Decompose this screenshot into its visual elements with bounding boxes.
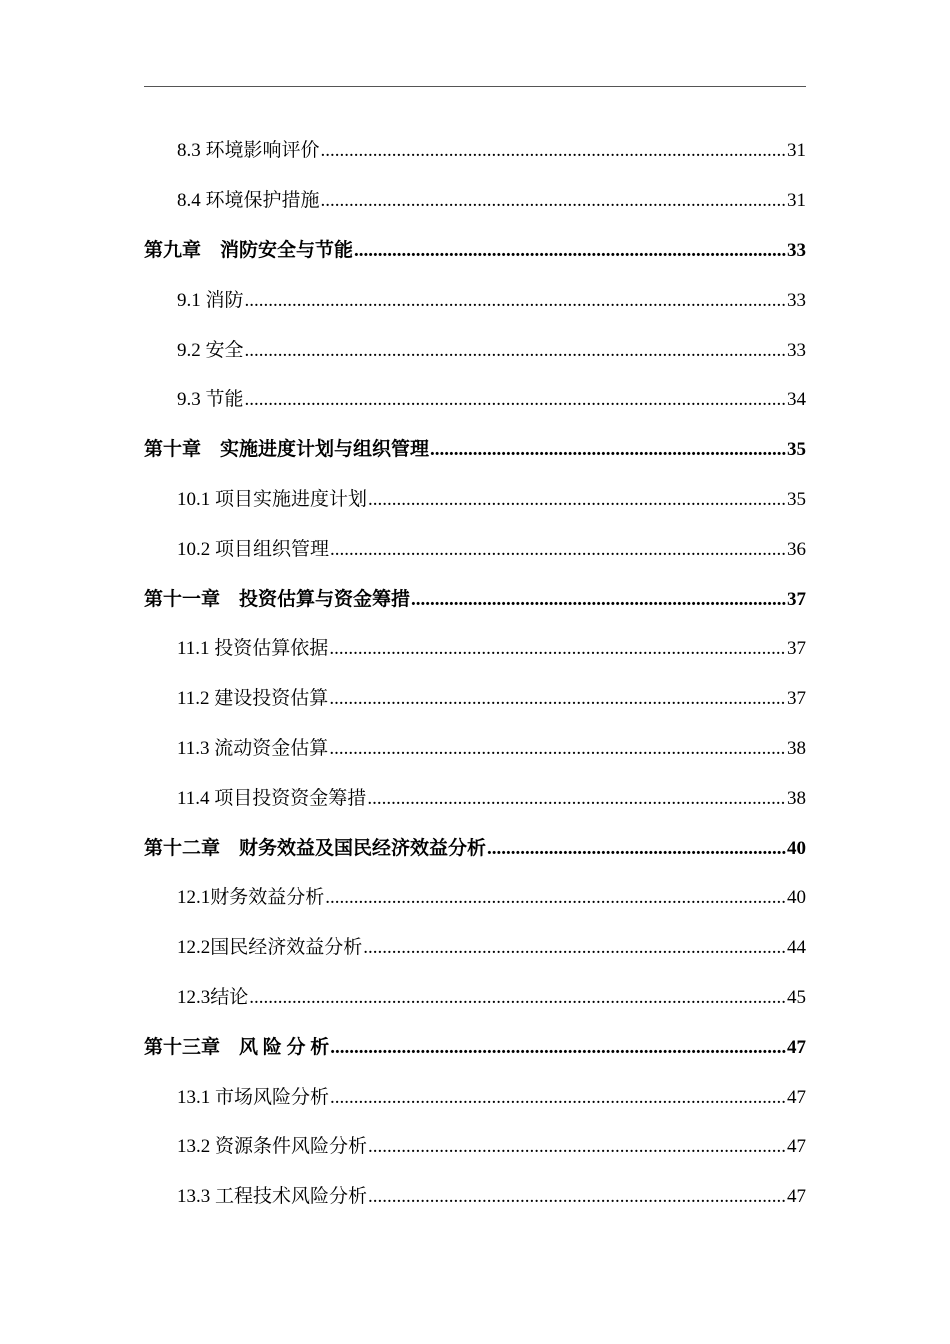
toc-chapter-13[interactable] [144, 1022, 806, 1072]
toc-entry-title: 投资估算依据 [214, 638, 329, 660]
toc-entry-number: 12.1 [177, 887, 211, 909]
toc-chapter-11[interactable] [144, 574, 806, 624]
toc-entry-10-1[interactable] [144, 475, 806, 525]
toc-entry-page: 38 [787, 737, 806, 759]
toc-entry-title: 国民经济效益分析 [210, 937, 363, 959]
toc-entry-11-4[interactable] [144, 773, 806, 823]
toc-entry-number: 9.3 [177, 389, 201, 411]
toc-entry-title: 环境保护措施 [205, 190, 320, 212]
toc-chapter-number: 第九章 [144, 239, 202, 261]
toc-entry-title: 财务效益分析 [210, 887, 325, 909]
toc-chapter-number: 第十章 [144, 439, 202, 461]
toc-entry-number: 8.3 [177, 140, 201, 162]
toc-leader-dots [330, 1088, 786, 1107]
toc-entry-title: 安全 [205, 339, 244, 361]
toc-entry-title: 工程技术风险分析 [215, 1186, 368, 1208]
toc-chapter-number: 第十二章 [144, 837, 221, 859]
toc-entry-number: 9.1 [177, 289, 201, 311]
toc-entry-title: 项目投资资金筹措 [214, 787, 367, 809]
toc-chapter-title: 风 险 分 析 [239, 1036, 330, 1058]
toc-chapter-12[interactable] [144, 823, 806, 873]
toc-entry-number: 11.1 [177, 638, 210, 660]
toc-chapter-page: 33 [787, 239, 806, 261]
toc-chapter-number: 第十三章 [144, 1036, 221, 1058]
toc-entry-page: 44 [787, 937, 806, 959]
toc-entry-page: 47 [787, 1186, 806, 1208]
toc-leader-dots [249, 988, 786, 1007]
toc-entry-number: 10.2 [177, 538, 211, 560]
toc-leader-dots [411, 590, 786, 609]
toc-entry-title: 市场风险分析 [215, 1086, 330, 1108]
toc-entry-title: 节能 [205, 389, 244, 411]
toc-entry-11-2[interactable] [144, 674, 806, 724]
toc-entry-page: 36 [787, 538, 806, 560]
toc-entry-title: 消防 [205, 289, 244, 311]
toc-entry-title: 流动资金估算 [214, 737, 329, 759]
toc-entry-13-3[interactable] [144, 1172, 806, 1222]
toc-leader-dots [368, 1137, 786, 1156]
toc-chapter-10[interactable] [144, 425, 806, 475]
toc-chapter-title: 消防安全与节能 [220, 239, 354, 261]
toc-leader-dots [430, 440, 786, 459]
toc-entry-8-3[interactable] [144, 126, 806, 176]
toc-leader-dots [321, 191, 786, 210]
toc-entry-number: 13.1 [177, 1086, 211, 1108]
toc-entry-12-1[interactable] [144, 873, 806, 923]
toc-entry-number: 11.4 [177, 787, 210, 809]
toc-entry-13-1[interactable] [144, 1072, 806, 1122]
toc-chapter-number: 第十一章 [144, 588, 221, 610]
toc-leader-dots [245, 341, 786, 360]
toc-entry-title: 建设投资估算 [214, 688, 329, 710]
toc-entry-title: 资源条件风险分析 [215, 1136, 368, 1158]
toc-entry-page: 47 [787, 1086, 806, 1108]
toc-entry-title: 结论 [210, 986, 249, 1008]
toc-entry-page: 34 [787, 389, 806, 411]
toc-leader-dots [245, 390, 786, 409]
toc-entry-page: 45 [787, 986, 806, 1008]
toc-chapter-title: 投资估算与资金筹措 [239, 588, 411, 610]
toc-entry-page: 31 [787, 140, 806, 162]
toc-chapter-title: 实施进度计划与组织管理 [220, 439, 430, 461]
toc-entry-page: 47 [787, 1136, 806, 1158]
toc-chapter-title: 财务效益及国民经济效益分析 [239, 837, 487, 859]
toc-chapter-page: 47 [787, 1036, 806, 1058]
toc-entry-9-2[interactable] [144, 325, 806, 375]
table-of-contents [144, 126, 806, 1222]
toc-chapter-page: 37 [787, 588, 806, 610]
toc-leader-dots [329, 689, 786, 708]
toc-leader-dots [368, 490, 786, 509]
toc-leader-dots [368, 1187, 786, 1206]
toc-entry-13-2[interactable] [144, 1122, 806, 1172]
toc-chapter-page: 35 [787, 439, 806, 461]
toc-entry-title: 环境影响评价 [205, 140, 320, 162]
toc-leader-dots [321, 141, 786, 160]
toc-entry-12-2[interactable] [144, 923, 806, 973]
toc-entry-10-2[interactable] [144, 524, 806, 574]
toc-entry-number: 8.4 [177, 190, 201, 212]
toc-entry-page: 33 [787, 339, 806, 361]
toc-entry-number: 13.2 [177, 1136, 211, 1158]
toc-entry-page: 38 [787, 787, 806, 809]
toc-entry-12-3[interactable] [144, 973, 806, 1023]
toc-entry-title: 项目组织管理 [215, 538, 330, 560]
toc-entry-number: 13.3 [177, 1186, 211, 1208]
toc-leader-dots [363, 938, 786, 957]
toc-leader-dots [325, 888, 786, 907]
toc-entry-page: 31 [787, 190, 806, 212]
toc-leader-dots [330, 1038, 786, 1057]
toc-leader-dots [487, 839, 786, 858]
toc-entry-number: 12.3 [177, 986, 211, 1008]
toc-entry-page: 35 [787, 488, 806, 510]
toc-entry-9-3[interactable] [144, 375, 806, 425]
toc-entry-9-1[interactable] [144, 275, 806, 325]
toc-leader-dots [330, 540, 786, 559]
toc-entry-11-1[interactable] [144, 624, 806, 674]
toc-entry-number: 11.3 [177, 737, 210, 759]
toc-entry-number: 10.1 [177, 488, 211, 510]
toc-entry-page: 40 [787, 887, 806, 909]
toc-leader-dots [354, 241, 786, 260]
toc-entry-page: 33 [787, 289, 806, 311]
toc-entry-8-4[interactable] [144, 176, 806, 226]
toc-entry-11-3[interactable] [144, 724, 806, 774]
toc-entry-page: 37 [787, 638, 806, 660]
toc-entry-page: 37 [787, 688, 806, 710]
toc-chapter-9[interactable] [144, 226, 806, 276]
toc-entry-number: 9.2 [177, 339, 201, 361]
toc-entry-number: 11.2 [177, 688, 210, 710]
toc-leader-dots [367, 789, 786, 808]
toc-chapter-page: 40 [787, 837, 806, 859]
toc-entry-title: 项目实施进度计划 [215, 488, 368, 510]
toc-entry-number: 12.2 [177, 937, 211, 959]
toc-leader-dots [245, 291, 786, 310]
toc-leader-dots [329, 739, 786, 758]
toc-leader-dots [329, 639, 786, 658]
header-rule [144, 86, 806, 87]
